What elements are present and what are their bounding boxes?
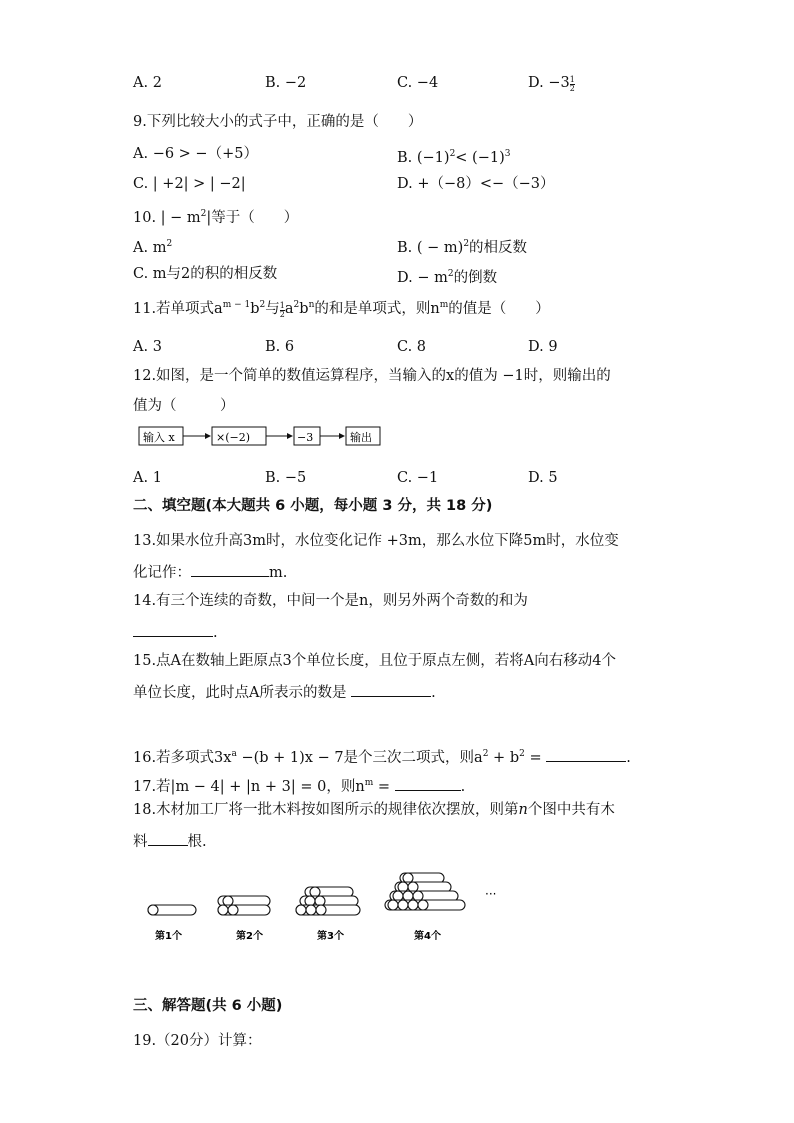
program-flowchart bbox=[138, 424, 388, 448]
q11-stem: 11.若单项式$a^{m - 1}b^2$与 $\frac{1}{2}$ $a^2b^n$的和是单项式，则$n^m$的值是（ ） bbox=[133, 300, 550, 319]
q12-option-d: D. 5 bbox=[528, 470, 558, 486]
q10-option-b: B. ( − m)$^2$的相反数 bbox=[397, 239, 528, 256]
q9-option-b: B. $(-1)^2< (-1)^3$ bbox=[397, 149, 511, 166]
q10-option-d: D. − $m^2$的倒数 bbox=[397, 269, 498, 286]
q12-option-b: B. −5 bbox=[265, 470, 307, 486]
q14-answer-blank bbox=[133, 622, 213, 637]
figure-label-1: 第1个 bbox=[155, 931, 182, 942]
flow-box-output-label: 输出 bbox=[350, 431, 372, 444]
flow-box-subtract-label: −3 bbox=[297, 431, 314, 444]
q8-option-c: C. −4 bbox=[397, 75, 439, 91]
q17-answer-blank bbox=[395, 776, 461, 791]
flow-box-multiply-label: ×(−2) bbox=[216, 431, 251, 444]
q8-option-a: A. 2 bbox=[133, 75, 162, 91]
q13-line-1: 13.如果水位升高3m时，水位变化记作 +3m，那么水位下降5m时，水位变 bbox=[133, 533, 619, 549]
q16-answer-blank bbox=[546, 747, 626, 762]
figure-label-4: 第4个 bbox=[414, 931, 441, 942]
log-stack-2 bbox=[218, 896, 270, 915]
section-2-heading: 二、填空题(本大题共 6 小题，每小题 3 分，共 18 分) bbox=[133, 498, 493, 514]
q10-option-c: C. m与2的积的相反数 bbox=[133, 266, 278, 282]
log-stack-3 bbox=[296, 887, 360, 915]
q11-option-a: A. 3 bbox=[133, 339, 162, 355]
q11-option-c: C. 8 bbox=[397, 339, 427, 355]
q11-option-b: B. 6 bbox=[265, 339, 295, 355]
q18-line-2: 料 根. bbox=[133, 831, 207, 851]
q8-option-b: B. −2 bbox=[265, 75, 307, 91]
q13-line-2: 化记作： m. bbox=[133, 562, 287, 582]
section-3-heading: 三、解答题(共 6 小题) bbox=[133, 998, 283, 1014]
q10-stem: 10. | − $m^2|$等于（ ） bbox=[133, 209, 299, 226]
q14-line-2: . bbox=[133, 622, 218, 642]
log-stack-1 bbox=[148, 905, 196, 915]
q12-line-2: 值为（ ） bbox=[133, 398, 235, 414]
q16-line: 16.若多项式$3x^a -(b + 1)x - 7$是个三次二项式，则$a^2 + b^2$ = . bbox=[133, 749, 631, 766]
q9-stem: 9.下列比较大小的式子中，正确的是（ ） bbox=[133, 114, 423, 130]
figure-ellipsis: ··· bbox=[485, 887, 497, 901]
q11-option-d: D. 9 bbox=[528, 339, 558, 355]
log-stacking-figure bbox=[140, 868, 520, 948]
figure-label-2: 第2个 bbox=[236, 931, 263, 942]
flow-box-input-label: 输入 x bbox=[143, 431, 175, 444]
q9-option-a: A. −6 > −（+5） bbox=[133, 146, 258, 162]
q8-option-d: D. −3 $\frac{1}{2}$ bbox=[528, 75, 575, 93]
q18-answer-blank bbox=[148, 831, 188, 846]
q12-option-a: A. 1 bbox=[133, 470, 162, 486]
q17-line: 17.若|m − 4| + |n + 3| = 0，则$n^m$ = . bbox=[133, 778, 466, 795]
q12-line-1: 12.如图，是一个简单的数值运算程序，当输入的x的值为 −1时，则输出的 bbox=[133, 368, 611, 384]
q10-option-a: A. $m^2$ bbox=[133, 239, 173, 256]
q19-stem: 19.（20分）计算： bbox=[133, 1033, 262, 1049]
q9-option-d: D. +（−8）<−（−3） bbox=[397, 176, 555, 192]
q12-option-c: C. −1 bbox=[397, 470, 439, 486]
figure-label-3: 第3个 bbox=[317, 931, 344, 942]
q15-line-1: 15.点A在数轴上距原点3个单位长度，且位于原点左侧，若将A向右移动4个 bbox=[133, 653, 616, 669]
q9-option-c: C. | +2| > | −2| bbox=[133, 176, 246, 192]
log-stack-4 bbox=[385, 873, 465, 910]
q13-answer-blank bbox=[191, 562, 269, 577]
q15-answer-blank bbox=[351, 682, 431, 697]
q15-line-2: 单位长度，此时点A所表示的数是 . bbox=[133, 682, 436, 702]
q18-line-1: 18.木材加工厂将一批木料按如图所示的规律依次摆放，则第𝑛个图中共有木 bbox=[133, 802, 615, 818]
q14-line-1: 14.有三个连续的奇数，中间一个是n，则另外两个奇数的和为 bbox=[133, 593, 528, 609]
